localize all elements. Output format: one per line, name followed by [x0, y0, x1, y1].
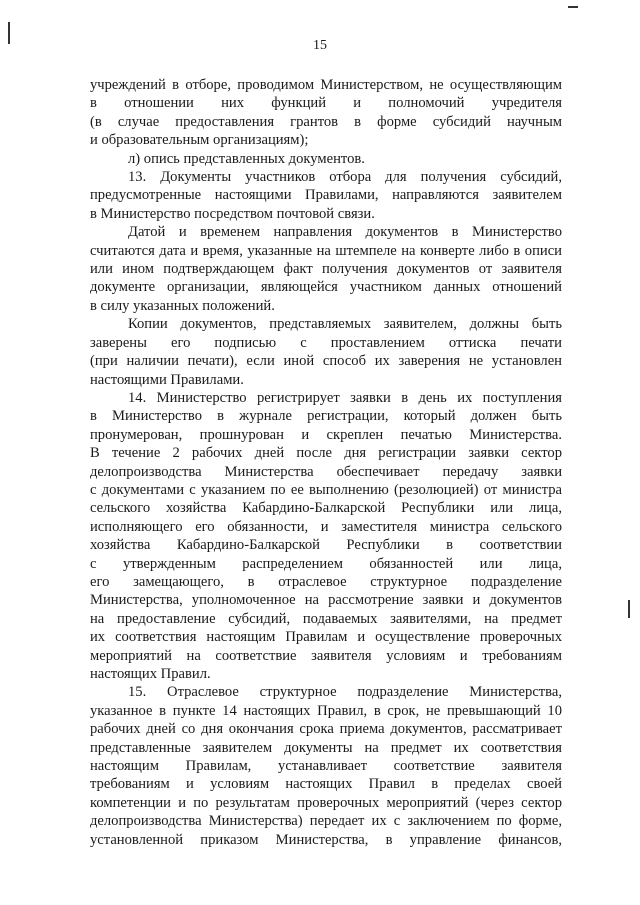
text-line: 13. Документы участников отбора для получения субсидий,	[128, 169, 562, 186]
text-line: в отношении них функций и полномочий учредителя	[90, 95, 562, 112]
text-line: указанное в пункте 14 настоящих Правил, в срок, не превышающий 10	[90, 702, 562, 719]
text-line: сельского хозяйства Кабардино-Балкарской Республики или лица,	[90, 500, 562, 517]
text-line: настоящими Правилами.	[90, 371, 244, 388]
text-line: делопроизводства Министерства обеспечивает передачу заявки	[90, 463, 562, 480]
paragraph	[90, 168, 562, 223]
paragraph	[90, 76, 562, 150]
text-line: 15. Отраслевое структурное подразделение Министерства,	[128, 684, 562, 701]
text-line: пронумерован, прошнурован и скреплен печатью Министерства.	[90, 426, 562, 443]
paragraph	[90, 683, 562, 849]
text-line: представленные заявителем документы на предмет их соответствия	[90, 739, 562, 756]
text-line: в силу указанных положений.	[90, 297, 275, 314]
text-line: их соответствия настоящим Правилам и осуществление проверочных	[90, 629, 562, 646]
text-line: в Министерство посредством почтовой связи.	[90, 205, 375, 222]
paragraph	[90, 389, 562, 684]
text-line: на предоставление субсидий, подаваемых заявителями, на предмет	[90, 610, 562, 627]
text-line: настоящих Правил.	[90, 666, 211, 682]
text-line: и образовательным организациям);	[90, 132, 309, 149]
text-line: компетенции и по результатам проверочных мероприятий (через сектор	[90, 794, 562, 811]
document-body	[90, 76, 562, 849]
paragraph	[90, 150, 562, 168]
text-line: требованиям и условиям настоящих Правил в пределах своей	[90, 776, 562, 793]
text-line: (при наличии печати), если иной способ их заверения не установлен	[90, 353, 562, 370]
text-line: с документами с указанием по ее выполнению (резолюцией) от министра	[90, 481, 562, 498]
text-line: л) опись представленных документов.	[128, 150, 365, 167]
text-line: его замещающего, в отраслевое структурное подразделение	[90, 573, 562, 590]
text-line: настоящим Правилам, устанавливает соответствие заявителя	[90, 758, 562, 775]
text-line: заверены его подписью с проставлением оттиска печати	[90, 334, 562, 351]
text-line: установленной приказом Министерства, в управление финансов,	[90, 831, 562, 848]
text-line: Копии документов, представляемых заявителем, должны быть	[128, 316, 562, 333]
paragraph	[90, 315, 562, 389]
text-line: делопроизводства Министерства) передает их с заключением по форме,	[90, 813, 562, 830]
text-line: в Министерство в журнале регистрации, который должен быть	[90, 408, 562, 425]
text-line: хозяйства Кабардино-Балкарской Республики в соответствии	[90, 537, 562, 554]
text-line: исполняющего его обязанности, и заместителя министра сельского	[90, 518, 562, 535]
text-line: считаются дата и время, указанные на штемпеле на конверте либо в описи	[90, 242, 562, 259]
text-line: документе организации, являющейся участником данных отношений	[90, 279, 562, 296]
text-line: с утвержденным распределением обязанностей или лица,	[90, 555, 562, 572]
scan-edge-mark-top-right	[568, 6, 578, 8]
text-line: Министерства, уполномоченное на рассмотрение заявки и документов	[90, 592, 562, 609]
text-line: (в случае предоставления грантов в форме субсидий научным	[90, 113, 562, 130]
text-line: Датой и временем направления документов в Министерство	[128, 224, 562, 241]
text-line: учреждений в отборе, проводимом Министерством, не осуществляющим	[90, 77, 562, 93]
text-line: мероприятий на соответствие заявителя условиям и требованиям	[90, 647, 562, 664]
text-line: или ином подтверждающем факт получения документов от заявителя	[90, 261, 562, 278]
page-number: 15	[313, 38, 327, 53]
text-line: В течение 2 рабочих дней после дня регистрации заявки сектор	[90, 445, 562, 462]
scan-edge-mark-right	[628, 600, 630, 618]
paragraph	[90, 223, 562, 315]
text-line: предусмотренные настоящими Правилами, направляются заявителем	[90, 187, 562, 204]
text-line: 14. Министерство регистрирует заявки в день их поступления	[128, 389, 562, 406]
text-line: рабочих дней со дня окончания срока приема документов, рассматривает	[90, 721, 562, 738]
